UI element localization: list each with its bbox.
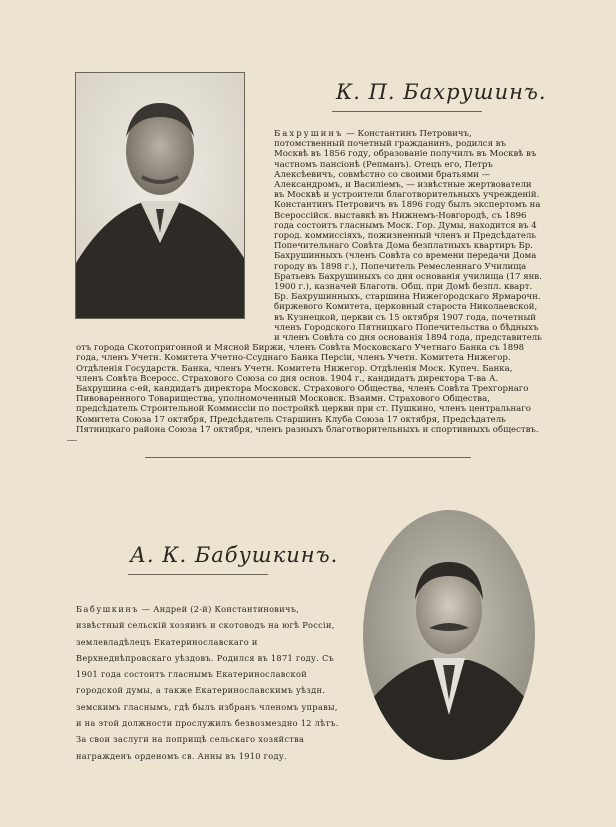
text-wrap-spacer [76, 129, 274, 336]
bio-text-babushkin [76, 601, 346, 764]
entry-title-babushkin: А. К. Бабушкинъ. [130, 543, 339, 567]
margin-mark [67, 440, 77, 441]
bio-body: — Константинъ Петровичъ, потомственный почетный гражданинъ, родился въ Москвѣ въ 1856 году, образованіе получилъ въ Москвѣ въ частномъ пансіонѣ (Репманъ). Отецъ его, Петръ Алексѣевичъ, совмѣстно со своими братьями — Александромъ, и Василіемъ, — извѣстные жертвователи въ Москвѣ и устроители благотворительныхъ учрежденій. Константинъ Петровичъ въ 1896 году былъ экспертомъ на Всероссійск. выставкѣ въ Нижнемъ-Новгородѣ, съ 1896 года состоитъ гласнымъ Моск. Гор. Думы, находится въ 4 город. коммиссіяхъ, пожизненный членъ и Предсѣдатель Попечительнаго Совѣта Дома безплатныхъ квартиръ Бр. Бахрушинныхъ (членъ Совѣта со времени передачи Дома городу въ 1898 г.), Попечитель Ремесленнаго Училища Братьевъ Бахрушиныхъ со дня основанія училища (17 янв. 1900 г.), казначей Благотв. Общ. при Домѣ безпл. кварт. Бр. Бахрушинныхъ, старшина Нижегородскаго Ярмарочн. биржевого Комитета, церковный староста Николаевской, въ Кузнецкой, церкви съ 15 октября 1907 года, почетный членъ Городского Пятницкаго Попечительства о бѣдныхъ и членъ Совѣта со дня основанія 1894 года, представитель отъ города Скотопригонной и Мясной Биржи, членъ Совѣта Московскаго Учетнаго Банка съ 1898 года, членъ Учетн. Комитета Учетно-Ссуднаго Банка Персіи, членъ Учетн. Комитета Нижегор. Отдѣленія Государств. Банка, членъ Учетн. Комитета Нижегор. Отдѣленія Моск. Купеч. Банка, членъ Совѣта Всеросс. Страхового Союза со дня основ. 1904 г., кандидатъ директора Т-ва А. Бахрушина с-ей, кандидатъ директора Московск. Страхового Общества, членъ Совѣта Трехгорнаго Пивоваренного Товарищества, уполномоченный Московск. Взаимн. Страхового Общества, предсѣдатель Строительной Коммиссіи по постройкѣ церкви при ст. Пушкино, членъ центральнаго Комитета Союза 17 октября, Предсѣдатель Старшинъ Клуба Союза 17 октября, Предсѣдатель Пятницкаго района Союза 17 октября, членъ разныхъ благотворительныхъ и спортивныхъ обществъ. [76, 129, 542, 435]
bio-lead-word: Бабушкинъ [76, 604, 139, 614]
entry-title-bakhrushin: К. П. Бахрушинъ. [336, 80, 547, 104]
bio-body: — Андрей (2-й) Константиновичъ, извѣстный сельскій хозяинъ и скотоводъ на югѣ Россіи, землевладѣлецъ Екатеринославскаго и Верхнеднѣпровскаго уѣздовъ. Родился въ 1871 году. Съ 1901 года состоитъ гласнымъ Екатеринославской городской думы, а также Екатеринославскимъ уѣздн. земскимъ гласнымъ, гдѣ былъ избранъ членомъ управы, и на этой должности прослужилъ безвозмездно 12 лѣтъ. За свои заслуги на поприщѣ сельскаго хозяйства награжденъ орденомъ св. Анны въ 1910 году. [76, 604, 339, 761]
title-underline [332, 111, 482, 112]
bio-text-bakhrushin [76, 129, 542, 435]
bio-lead-word: Бахрушинъ [274, 129, 344, 139]
portrait-photo-babushkin [363, 510, 535, 760]
section-divider [145, 457, 471, 458]
title-underline [128, 574, 268, 575]
